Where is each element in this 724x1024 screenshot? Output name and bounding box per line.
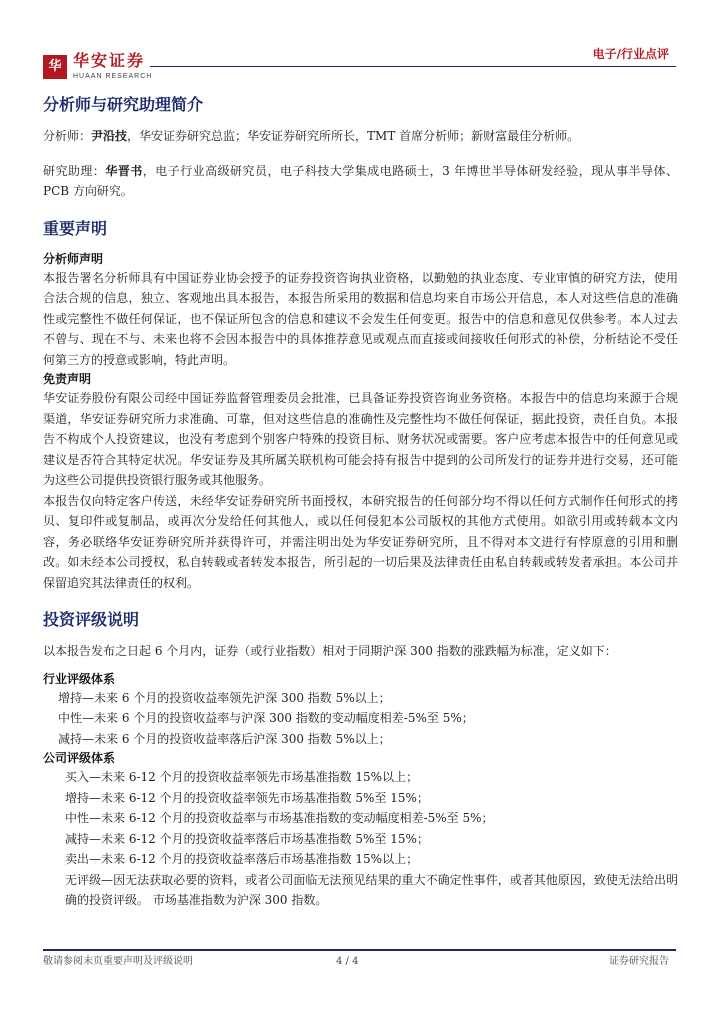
exemption-text-2: 本报告仅向特定客户传送，未经华安证券研究所书面授权，本研究报告的任何部分均不得以任何方式制作任何形式的拷贝、复印件或复制品，或再次分发给任何其他人，或以任何侵犯本公司版权的其他方式使用。如欲引用或转载本文内容，务必联络华安证券研究所并获得许可，并需注明出处为华安证券研究所，且不得对本文进行有悖原意的引用和删改。如未经本公司授权，私自转载或者转发本报告，所引起的一切后果及法律责任由私自转载或转发者承担。本公司并保留追究其法律责任的权利。 — [43, 493, 678, 590]
main-content — [43, 92, 678, 911]
rating-title: 投资评级说明 — [43, 610, 140, 629]
industry-rating-item: 中性—未来 6 个月的投资收益率与沪深 300 指数的变动幅度相差-5%至 5%； — [58, 711, 474, 725]
footer-label: 证券研究报告 — [609, 956, 669, 967]
page-number: 4 / 4 — [336, 956, 359, 967]
rating-intro: 以本报告发布之日起 6 个月内，证券（或行业指数）相对于同期沪深 300 指数的涨跌幅为标准，定义如下： — [43, 644, 617, 658]
footer-divider — [43, 949, 676, 951]
company-rating-item: 卖出—未来 6-12 个月的投资收益率落后市场基准指数 15%以上； — [65, 852, 419, 866]
section-tag: 电子/行业点评 — [592, 47, 669, 61]
exemption-text-1: 华安证券股份有限公司经中国证券监督管理委员会批准，已具备证券投资咨询业务资格。本报告中的信息均来源于合规渠道，华安证券研究所力求准确、可靠，但对这些信息的准确性及完整性均不做任何保证，据此投资，责任自负。本报告不构成个人投资建议，也没有考虑到个别客户特殊的投资目标、财务状况或需要。客户应考虑本报告中的任何意见或建议是否符合其特定状况。华安证券及其所属关联机构可能会持有报告中提到的公司所发行的证券并进行交易，还可能为这些公司提供投资银行服务或其他服务。 — [43, 391, 678, 487]
brand-logo-icon: 华 — [43, 55, 67, 79]
footer-note: 敬请参阅末页重要声明及评级说明 — [43, 956, 193, 967]
industry-rating-item: 增持—未来 6 个月的投资收益率领先沪深 300 指数 5%以上； — [58, 690, 391, 705]
analyst-intro-title: 分析师与研究助理简介 — [43, 95, 204, 114]
company-rating-title: 公司评级体系 — [43, 751, 116, 765]
assistant-name: 华晋书 — [105, 163, 143, 178]
analyst-intro-line — [43, 126, 678, 147]
analyst-name: 尹沿技 — [91, 129, 128, 143]
header-divider — [150, 66, 676, 67]
company-rating-item: 增持—未来 6-12 个月的投资收益率领先市场基准指数 5%至 15%； — [65, 790, 429, 805]
assistant-intro-line — [43, 161, 678, 202]
analyst-statement-text: 本报告署名分析师具有中国证券业协会授予的证券投资咨询执业资格，以勤勉的执业态度、专业审慎的研究方法，使用合法合规的信息，独立、客观地出具本报告，本报告所采用的数据和信息均来自市场公开信息，本人对这些信息的准确性或完整性不做任何保证，也不保证所包含的信息和建议不会发生任何变更。报告中的信息和意见仅供参考。本人过去不曾与、现在不与、未来也将不会因本报告中的具体推荐意见或观点而直接或间接收任何形式的补偿，分析结论不受任何第三方的授意或影响，特此声明。 — [43, 270, 678, 367]
analyst-statement-title: 分析师声明 — [43, 251, 104, 266]
no-rating-item: 无评级—因无法获取必要的资料，或者公司面临无法预见结果的重大不确定性事件，或者其他原因，致使无法给出明确的投资评级。 市场基准指数为沪深 300 指数。 — [65, 872, 678, 907]
disclaimer-title: 重要声明 — [43, 218, 108, 238]
industry-rating-title: 行业评级体系 — [43, 671, 116, 686]
brand-name-cn: 华安证券 — [73, 51, 146, 70]
company-rating-item: 中性—未来 6-12 个月的投资收益率与市场基准指数的变动幅度相差-5%至 5%； — [65, 811, 494, 825]
company-rating-item: 减持—未来 6-12 个月的投资收益率落后市场基准指数 5%至 15%； — [65, 831, 429, 846]
brand-name-en: HUAAN RESEARCH — [73, 73, 153, 80]
company-rating-item: 买入—未来 6-12 个月的投资收益率领先市场基准指数 15%以上； — [65, 770, 419, 784]
analyst-label: 分析师： — [43, 129, 92, 143]
industry-rating-item: 减持—未来 6 个月的投资收益率落后沪深 300 指数 5%以上； — [58, 731, 391, 746]
assistant-desc: ，电子行业高级研究员，电子科技大学集成电路硕士，3 年博世半导体研发经验，现从事半导体、PCB 方向研究。 — [43, 163, 678, 198]
analyst-desc: ，华安证券研究总监；华安证券研究所所长，TMT 首席分析师；新财富最佳分析师。 — [127, 129, 580, 143]
exemption-title: 免责声明 — [43, 372, 92, 386]
assistant-label: 研究助理： — [43, 163, 106, 178]
